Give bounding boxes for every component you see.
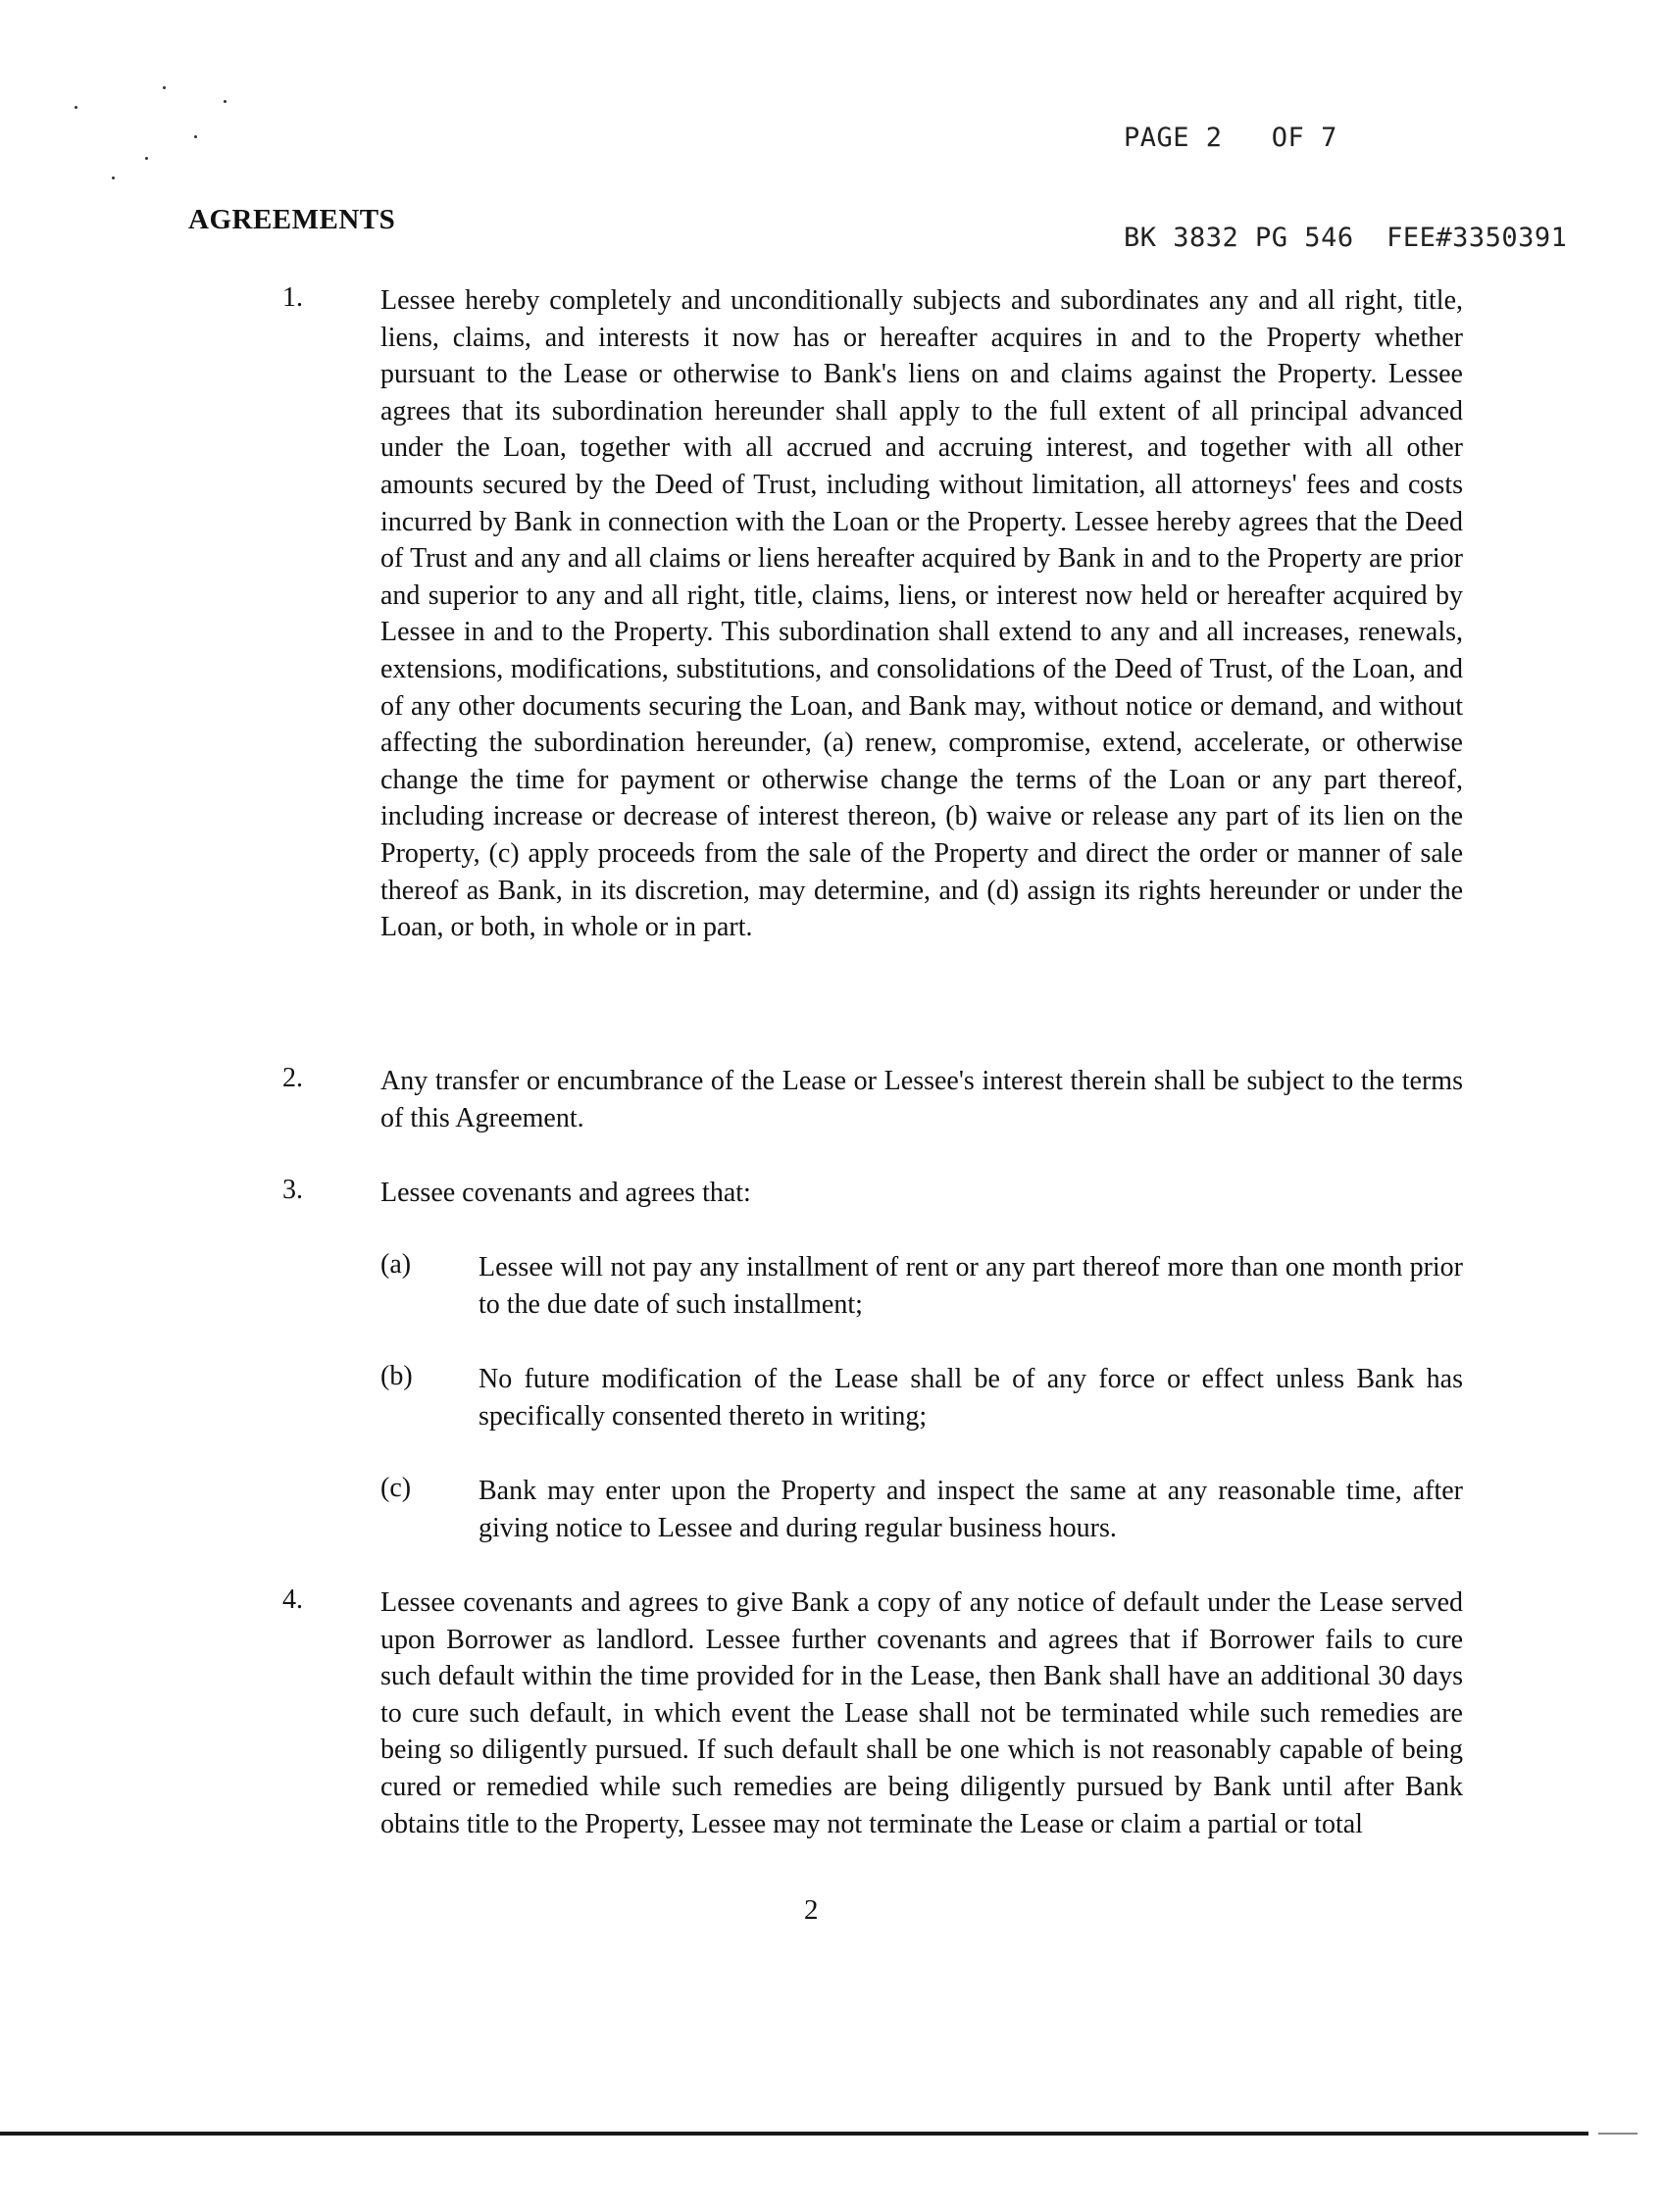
subitem-text: No future modification of the Lease shall be of any force or effect unless Bank has specifically consented thereto in writing;	[479, 1364, 1463, 1432]
item-number: 2.	[282, 1063, 303, 1093]
bottom-rule	[0, 2132, 1588, 2136]
item-text: Any transfer or encumbrance of the Lease or Lessee's interest therein shall be subject to the terms of this Agreement.	[380, 1066, 1463, 1133]
item-number: 4.	[282, 1584, 303, 1615]
item-number: 1.	[282, 282, 303, 313]
item-text: Lessee hereby completely and unconditionally subjects and subordinates any and all right, title, liens, claims, and interests it now has or hereafter acquires in and to the Property whether pursuant to the Lease or otherwise to Bank's liens on and claims against the Property. Lessee agrees that its subordination hereunder shall apply to the full extent of all principal advanced under the Loan, together with all accrued and accruing interest, and together with all other amounts secured by the Deed of Trust, including without limitation, all attorneys' fees and costs incurred by Bank in connection with the Loan or the Property. Lessee hereby agrees that the Deed of Trust and any and all claims or liens hereafter acquired by Bank in and to the Property are prior and superior to any and all right, title, claims, liens, or interest now held or hereafter acquired by Lessee in and to the Property. This subordination shall extend to any and all increases, renewals, extensions, modifications, substitutions, and consolidations of the Deed of Trust, of the Loan, and of any other documents securing the Loan, and Bank may, without notice or demand, and without affecting the subordination hereunder, (a) renew, compromise, extend, accelerate, or otherwise change the time for payment or otherwise change the terms of the Loan or any part thereof, including increase or decrease of interest thereon, (b) waive or release any part of its lien on the Property, (c) apply proceeds from the sale of the Property and direct the order or manner of sale thereof as Bank, in its discretion, may determine, and (d) assign its rights hereunder or under the Loan, or both, in whole or in part.	[380, 285, 1463, 943]
subitem-text: Bank may enter upon the Property and inspect the same at any reasonable time, after giving notice to Lessee and during regular business hours.	[479, 1476, 1463, 1543]
scan-speck	[224, 100, 227, 103]
scan-speck	[145, 157, 148, 160]
scan-speck	[112, 176, 115, 179]
subitem-label: (b)	[380, 1361, 413, 1391]
item-number: 3.	[282, 1175, 303, 1205]
item-text: Lessee covenants and agrees to give Bank a copy of any notice of default under the Lease served upon Borrower as landlord. Lessee further covenants and agrees that if Borrower fails to cure such default within the time provided for in the Lease, then Bank shall have an additional 30 days to cure such default, in which event the Lease shall not be terminated while such remedies are being so diligently pursued. If such default shall be one which is not reasonably capable of being cured or remedied while such remedies are being diligently pursued by Bank until after Bank obtains title to the Property, Lessee may not terminate the Lease or claim a partial or total	[380, 1587, 1463, 1839]
stamp-book-line: BK 3832 PG 546 FEE#3350391	[1124, 223, 1568, 253]
recording-stamp	[1124, 55, 1567, 288]
page-number: 2	[804, 1894, 819, 1926]
scan-speck	[163, 86, 166, 89]
stamp-page-line: PAGE 2 OF 7	[1124, 123, 1337, 153]
scan-speck	[194, 135, 197, 138]
bottom-rule-tail	[1598, 2133, 1638, 2135]
scan-speck	[75, 106, 77, 109]
subitem-text: Lessee will not pay any installment of rent or any part thereof more than one month prior to the due date of such installment;	[479, 1252, 1463, 1320]
section-heading: AGREEMENTS	[188, 204, 396, 235]
subitem-label: (c)	[380, 1473, 412, 1503]
item-text: Lessee covenants and agrees that:	[380, 1178, 751, 1208]
subitem-label: (a)	[380, 1249, 412, 1280]
